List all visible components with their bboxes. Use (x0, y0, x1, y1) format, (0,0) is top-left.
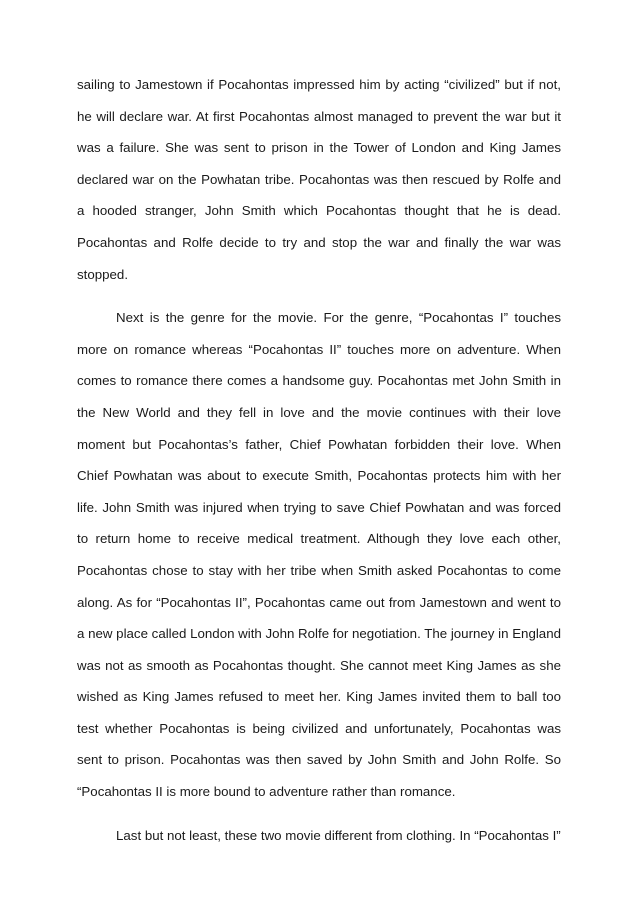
paragraph-2: Next is the genre for the movie. For the genre, “Pocahontas I” touches more on romance whereas “Pocahontas II” touches more on adventure. When comes to romance there comes a handsome guy. Pocahontas met John Smith in the New World and they fell in love and the movie continues with their love moment but Pocahontas’s father, Chief Powhatan forbidden their love. When Chief Powhatan was about to execute Smith, Pocahontas protects him with her life. John Smith was injured when trying to save Chief Powhatan and was forced to return home to receive medical treatment. Although they love each other, Pocahontas chose to stay with her tribe when Smith asked Pocahontas to come along. As for “Pocahontas II”, Pocahontas came out from Jamestown and went to a new place called London with John Rolfe for negotiation. The journey in England was not as smooth as Pocahontas thought. She cannot meet King James as she wished as King James refused to meet her. King James invited them to ball too test whether Pocahontas is being civilized and unfortunately, Pocahontas was sent to prison. Pocahontas was then saved by John Smith and John Rolfe. So “Pocahontas II is more bound to adventure rather than romance. (77, 310, 561, 800)
body-text (77, 69, 561, 851)
paragraph-1: sailing to Jamestown if Pocahontas impressed him by acting “civilized” but if not, he will declare war. At first Pocahontas almost managed to prevent the war but it was a failure. She was sent to prison in the Tower of London and King James declared war on the Powhatan tribe. Pocahontas was then rescued by Rolfe and a hooded stranger, John Smith which Pocahontas thought that he is dead. Pocahontas and Rolfe decide to try and stop the war and finally the war was stopped. (77, 77, 561, 282)
paragraph-3: Last but not least, these two movie different from clothing. In “Pocahontas I” (116, 827, 561, 843)
